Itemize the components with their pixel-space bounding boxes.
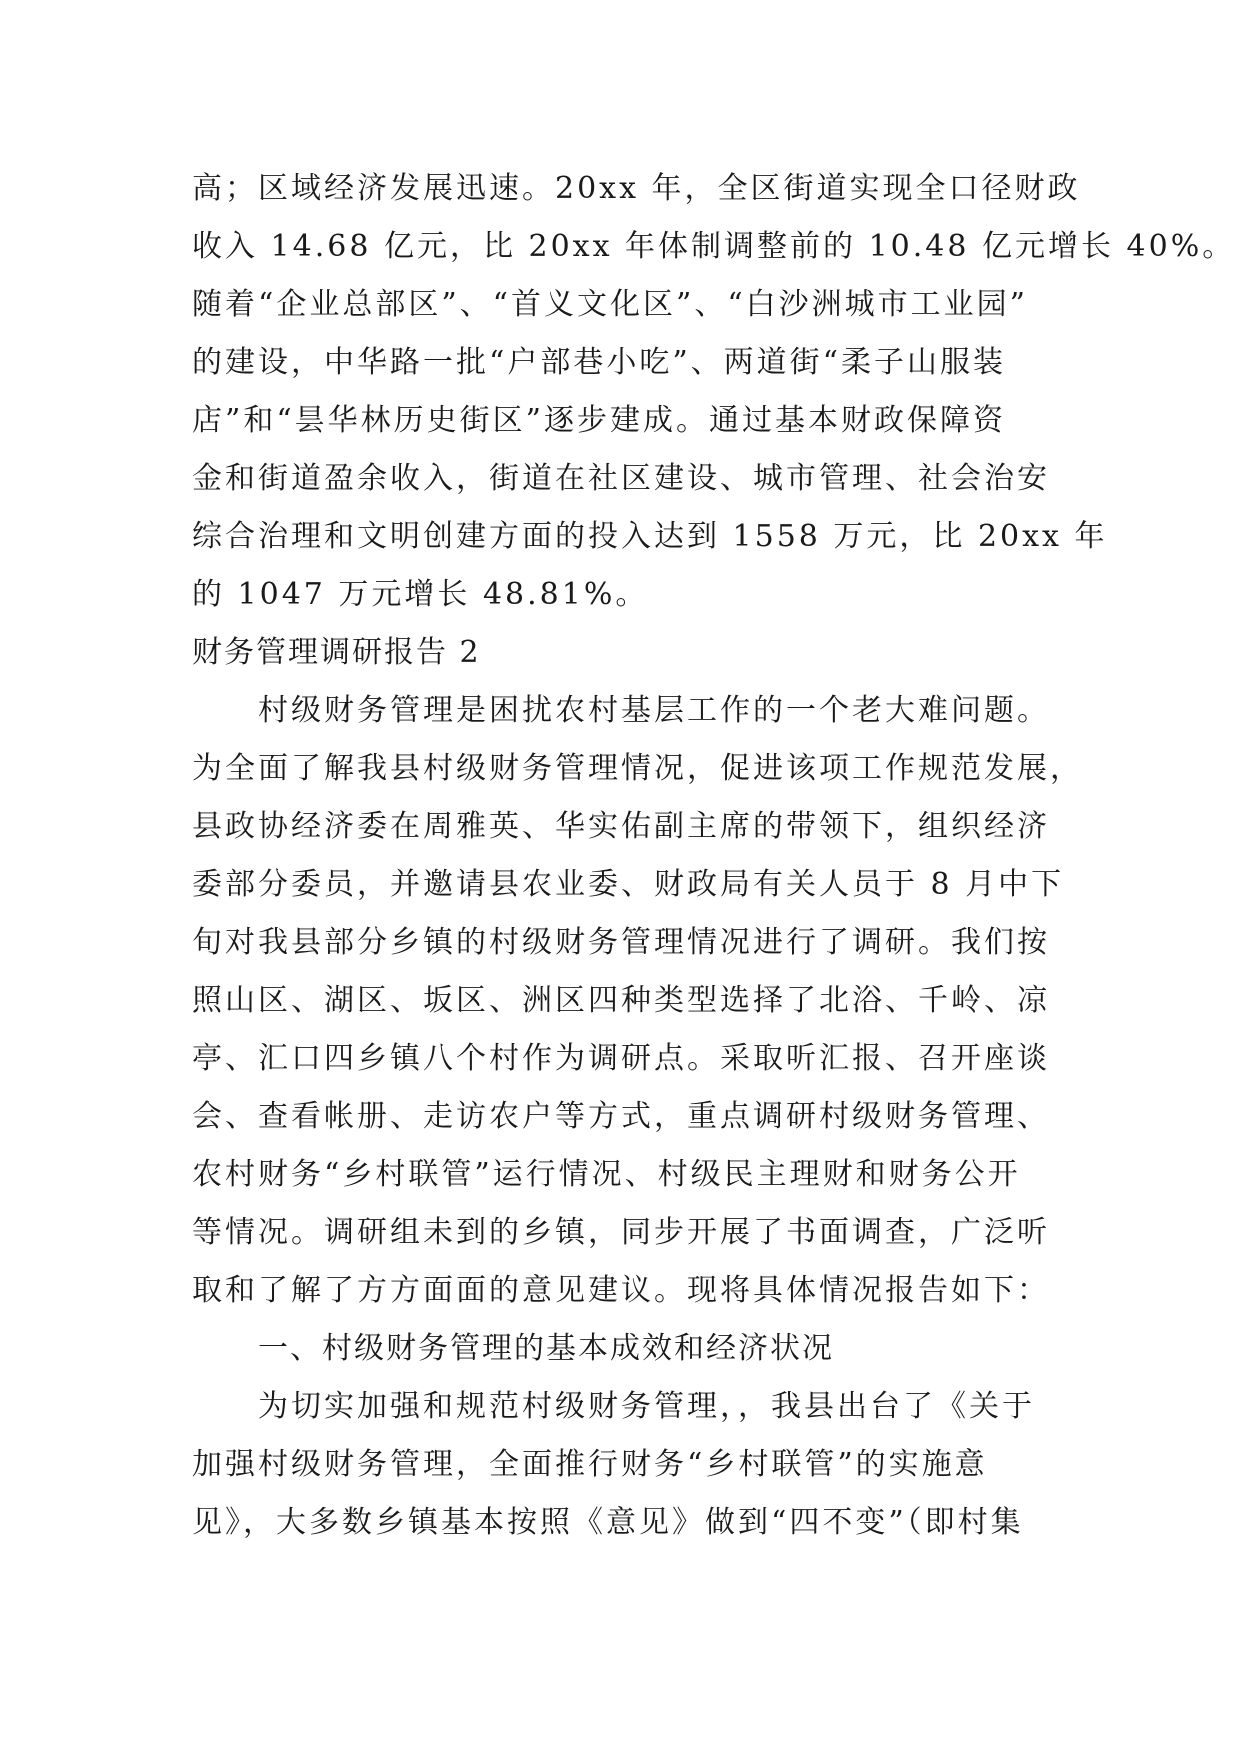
text-line: 取和了解了方方面面的意见建议。现将具体情况报告如下：: [192, 1273, 1050, 1308]
text-line: 店”和“昙华林历史街区”逐步建成。通过基本财政保障资: [192, 403, 1007, 438]
text-line: 照山区、湖区、坂区、洲区四种类型选择了北浴、千岭、凉: [192, 983, 1050, 1018]
text-line: 会、查看帐册、走访农户等方式，重点调研村级财务管理、: [192, 1099, 1050, 1134]
text-line: 的建设，中华路一批“户部巷小吃”、两道街“柔子山服装: [192, 345, 1007, 380]
text-line: 随着“企业总部区”、“首义文化区”、“白沙洲城市工业园”: [192, 287, 1029, 322]
text-line: 加强村级财务管理，全面推行财务“乡村联管”的实施意: [192, 1447, 988, 1482]
text-line: 收入 14.68 亿元，比 20xx 年体制调整前的 10.48 亿元增长 40%。: [192, 229, 1236, 264]
text-line: 亭、汇口四乡镇八个村作为调研点。采取听汇报、召开座谈: [192, 1041, 1050, 1076]
text-line: 高；区域经济发展迅速。20xx 年，全区街道实现全口径财政: [192, 171, 1081, 206]
text-line: 见》，大多数乡镇基本按照《意见》做到“四不变”（即村集: [192, 1505, 1024, 1540]
document-body: [192, 160, 1236, 1552]
text-line: 综合治理和文明创建方面的投入达到 1558 万元，比 20xx 年: [192, 519, 1108, 554]
text-line: 的 1047 万元增长 48.81%。: [192, 577, 649, 612]
text-line: 等情况。调研组未到的乡镇，同步开展了书面调查，广泛听: [192, 1215, 1050, 1250]
text-line: 金和街道盈余收入，街道在社区建设、城市管理、社会治安: [192, 461, 1050, 496]
paragraph-start-line: 为切实加强和规范村级财务管理，，我县出台了《关于: [258, 1389, 1035, 1424]
text-line: 委部分委员，并邀请县农业委、财政局有关人员于 8 月中下: [192, 867, 1065, 902]
text-line: 农村财务“乡村联管”运行情况、村级民主理财和财务公开: [192, 1157, 1021, 1192]
text-line: 旬对我县部分乡镇的村级财务管理情况进行了调研。我们按: [192, 925, 1050, 960]
section-title: 财务管理调研报告 2: [192, 635, 481, 670]
paragraph-start-line: 村级财务管理是困扰农村基层工作的一个老大难问题。: [258, 693, 1050, 728]
text-line: 为全面了解我县村级财务管理情况，促进该项工作规范发展，: [192, 751, 1083, 786]
subsection-heading: 一、村级财务管理的基本成效和经济状况: [258, 1331, 834, 1366]
text-line: 县政协经济委在周雅英、华实佑副主席的带领下，组织经济: [192, 809, 1050, 844]
